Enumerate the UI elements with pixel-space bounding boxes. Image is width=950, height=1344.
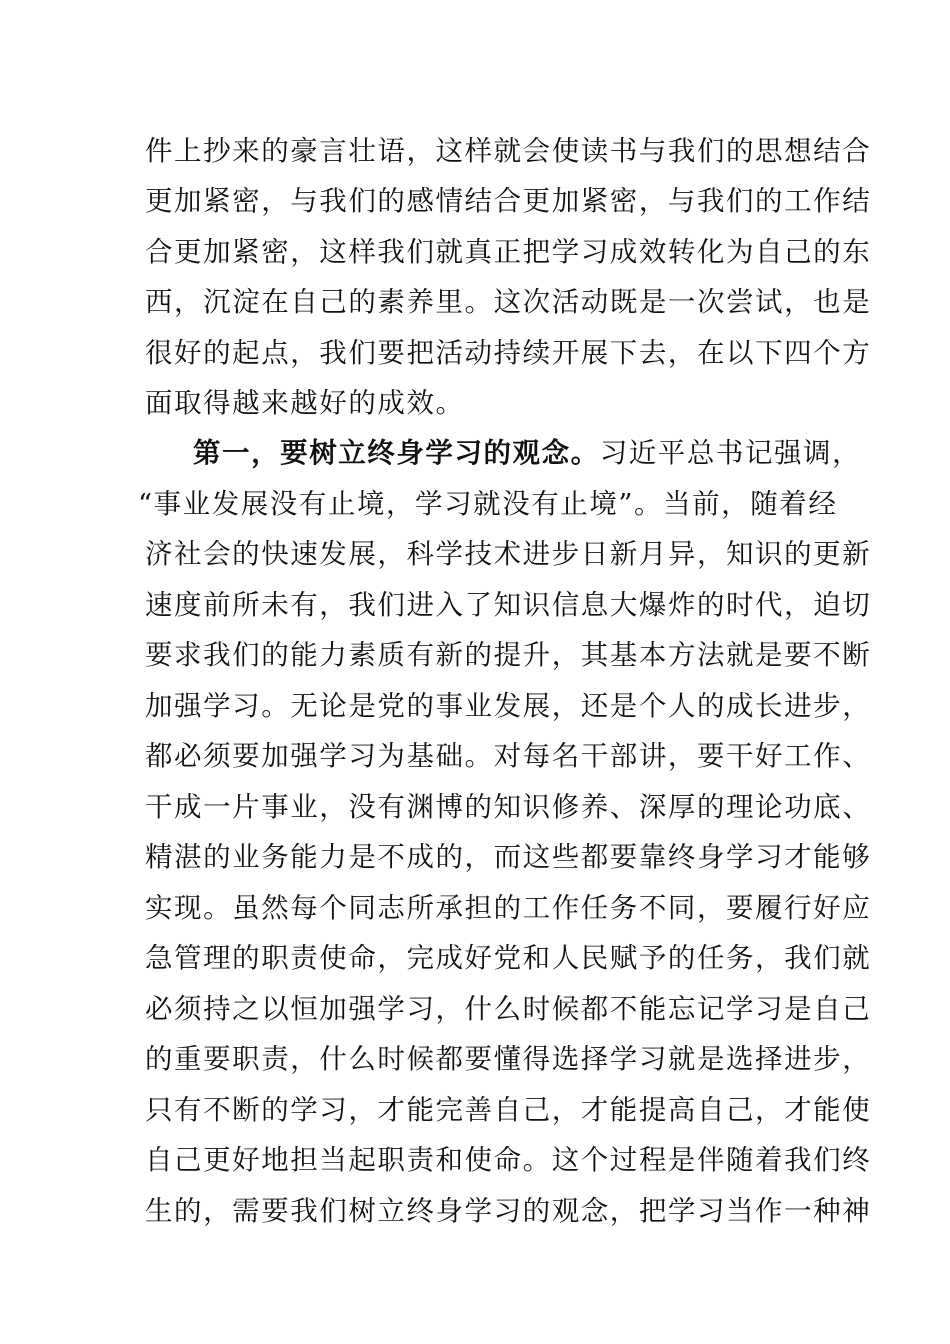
text-line: 自己更好地担当起职责和使命。这个过程是伴随着我们终 — [145, 1144, 872, 1176]
text-line: 急管理的职责使命，完成好党和人民赋予的任务，我们就 — [145, 942, 872, 974]
text-line: 干成一片事业，没有渊博的知识修养、深厚的理论功底、 — [145, 791, 872, 823]
text-line: 西，沉淀在自己的素养里。这次活动既是一次尝试，也是 — [145, 286, 872, 318]
text-line: 精湛的业务能力是不成的，而这些都要靠终身学习才能够 — [145, 841, 872, 873]
text-line: “事业发展没有止境，学习就没有止境”。当前，随着经 — [138, 488, 838, 520]
text-line: 加强学习。无论是党的事业发展，还是个人的成长进步， — [145, 690, 872, 722]
text-line: 要求我们的能力素质有新的提升，其基本方法就是要不断 — [145, 639, 872, 671]
text-line: 都必须要加强学习为基础。对每名干部讲，要干好工作、 — [145, 740, 872, 772]
text-line: 实现。虽然每个同志所承担的工作任务不同，要履行好应 — [145, 892, 872, 924]
text-line: 的重要职责，什么时候都要懂得选择学习就是选择进步， — [145, 1043, 872, 1075]
text-line: 件上抄来的豪言壮语，这样就会使读书与我们的思想结合 — [145, 135, 872, 167]
section-heading: 第一，要树立终身学习的观念。 — [193, 437, 600, 469]
text-line: 生的，需要我们树立终身学习的观念，把学习当作一种神 — [145, 1195, 872, 1227]
text-line: 合更加紧密，这样我们就真正把学习成效转化为自己的东 — [145, 236, 872, 268]
text-line: 速度前所未有，我们进入了知识信息大爆炸的时代，迫切 — [145, 589, 872, 621]
text-line: 很好的起点，我们要把活动持续开展下去，在以下四个方 — [145, 337, 872, 369]
text-line: 济社会的快速发展，科学技术进步日新月异，知识的更新 — [145, 538, 872, 570]
heading-continuation: 习近平总书记强调， — [599, 437, 862, 469]
text-line: 面取得越来越好的成效。 — [145, 387, 465, 419]
text-line: 只有不断的学习，才能完善自己，才能提高自己，才能使 — [145, 1094, 872, 1126]
text-line: 更加紧密，与我们的感情结合更加紧密，与我们的工作结 — [145, 185, 872, 217]
section-heading-line — [193, 433, 861, 473]
text-line: 必须持之以恒加强学习，什么时候都不能忘记学习是自己 — [145, 993, 872, 1025]
